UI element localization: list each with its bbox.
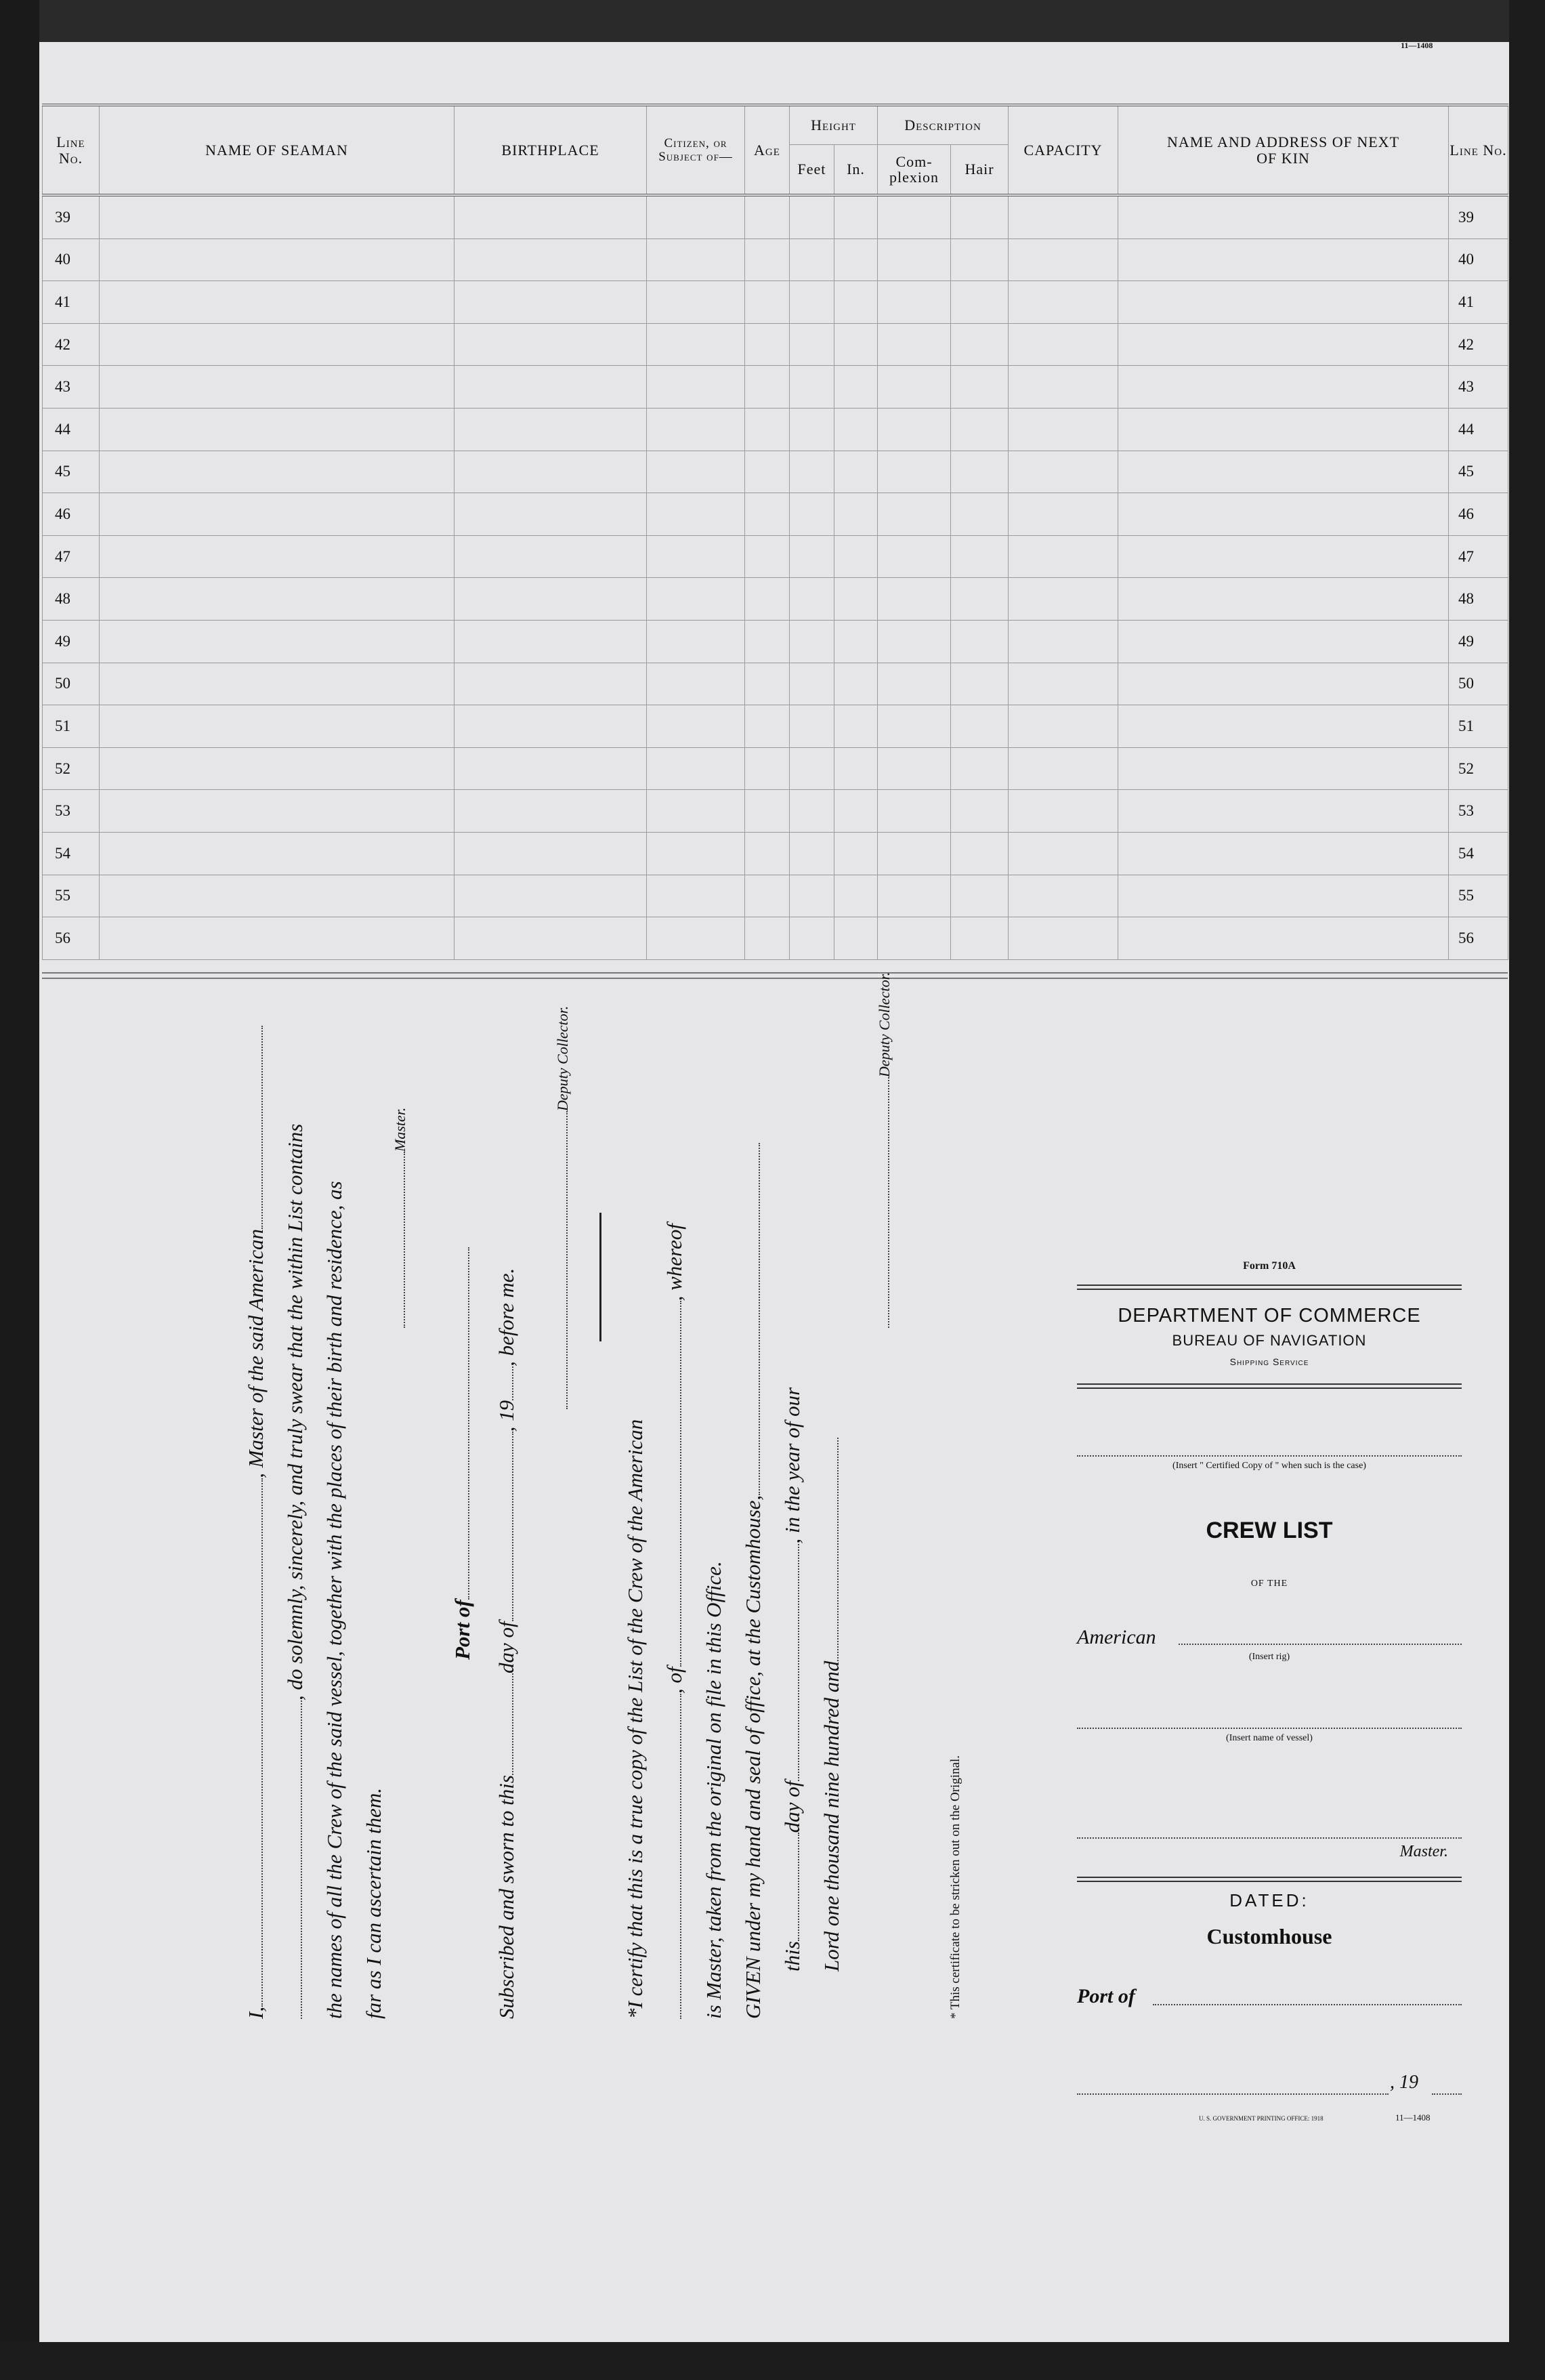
line-number: 49 (43, 620, 100, 663)
complexion-cell[interactable] (878, 281, 951, 324)
lord-line: Lord one thousand nine hundred and (820, 1438, 844, 2019)
next-of-kin-cell[interactable] (1118, 408, 1449, 451)
inches-cell[interactable] (834, 620, 878, 663)
complexion-cell[interactable] (878, 620, 951, 663)
vessel-blank-2[interactable] (301, 1700, 302, 2019)
line-number: 56 (43, 917, 100, 960)
line-number: 40 (43, 238, 100, 281)
feet-cell[interactable] (790, 578, 834, 621)
hair-cell[interactable] (951, 281, 1009, 324)
next-of-kin-cell[interactable] (1118, 281, 1449, 324)
name-cell[interactable] (100, 578, 454, 621)
cover-year-label: , 19 (1390, 2072, 1418, 2093)
age-cell[interactable] (745, 281, 790, 324)
birthplace-cell[interactable] (454, 535, 647, 578)
feet-cell[interactable] (790, 620, 834, 663)
col-citizen: Citizen, or Subject of— (647, 105, 745, 195)
next-of-kin-cell[interactable] (1118, 875, 1449, 917)
line-number: 48 (43, 578, 100, 621)
next-of-kin-cell[interactable] (1118, 493, 1449, 536)
age-cell[interactable] (745, 620, 790, 663)
hair-cell[interactable] (951, 663, 1009, 705)
next-of-kin-cell[interactable] (1118, 323, 1449, 366)
hair-cell[interactable] (951, 620, 1009, 663)
inches-cell[interactable] (834, 238, 878, 281)
next-of-kin-cell[interactable] (1118, 705, 1449, 748)
given-year-blank[interactable] (837, 1438, 839, 1661)
oath-line-3: the names of all the Crew of the said vessel, together with the places of their birth and residence, as (322, 1181, 346, 2019)
given-month-blank[interactable] (798, 1544, 799, 1781)
feet-cell[interactable] (790, 535, 834, 578)
american-label: American (1077, 1626, 1156, 1648)
table-row (43, 281, 1508, 324)
capacity-cell[interactable] (1009, 195, 1118, 238)
line-number-right: 42 (1449, 323, 1508, 366)
col-description: Description (878, 105, 1009, 145)
line-number: 44 (43, 408, 100, 451)
inches-cell[interactable] (834, 705, 878, 748)
department-title: DEPARTMENT OF COMMERCE (1118, 1305, 1421, 1327)
cover-rule-top (1077, 1285, 1462, 1290)
name-cell[interactable] (100, 238, 454, 281)
line-number: 47 (43, 535, 100, 578)
capacity-cell[interactable] (1009, 578, 1118, 621)
table-row (43, 705, 1508, 748)
form-id-top: 11—1408 (1401, 41, 1433, 50)
birthplace-cell[interactable] (454, 366, 647, 409)
birthplace-cell[interactable] (454, 620, 647, 663)
citizen-cell[interactable] (647, 535, 745, 578)
section-divider (599, 1213, 601, 1341)
birthplace-cell[interactable] (454, 747, 647, 790)
capacity-cell[interactable] (1009, 790, 1118, 833)
name-cell[interactable] (100, 366, 454, 409)
customhouse-blank[interactable] (759, 1143, 760, 1495)
line-number: 46 (43, 493, 100, 536)
table-row (43, 195, 1508, 238)
line-number-right: 41 (1449, 281, 1508, 324)
complexion-cell[interactable] (878, 408, 951, 451)
inches-cell[interactable] (834, 535, 878, 578)
inches-cell[interactable] (834, 578, 878, 621)
next-of-kin-cell[interactable] (1118, 917, 1449, 960)
cover-rule-3 (1077, 1877, 1462, 1882)
inches-cell[interactable] (834, 663, 878, 705)
line-number: 53 (43, 790, 100, 833)
line-number: 39 (43, 195, 100, 238)
inches-cell[interactable] (834, 493, 878, 536)
form-number: Form 710A (1243, 1260, 1296, 1272)
feet-cell[interactable] (790, 747, 834, 790)
line-number-right: 47 (1449, 535, 1508, 578)
rig-blank[interactable] (1179, 1644, 1462, 1645)
birthplace-cell[interactable] (454, 238, 647, 281)
name-cell[interactable] (100, 620, 454, 663)
line-number: 42 (43, 323, 100, 366)
scan-edge-right (1509, 0, 1545, 2380)
table-row (43, 578, 1508, 621)
col-age: Age (745, 105, 790, 195)
table-row (43, 493, 1508, 536)
master-name-blank[interactable] (261, 1478, 263, 2007)
line-number: 43 (43, 366, 100, 409)
sworn-month-blank[interactable] (512, 1432, 513, 1621)
line-number-right: 54 (1449, 832, 1508, 875)
crew-table-body (43, 195, 1508, 959)
name-cell[interactable] (100, 408, 454, 451)
col-inches: In. (834, 145, 878, 196)
insert-certified-note: (Insert " Certified Copy of " when such is the case) (1172, 1461, 1366, 1471)
inches-cell[interactable] (834, 451, 878, 493)
name-cell[interactable] (100, 535, 454, 578)
citizen-cell[interactable] (647, 366, 745, 409)
complexion-cell[interactable] (878, 238, 951, 281)
citizen-cell[interactable] (647, 790, 745, 833)
birthplace-cell[interactable] (454, 195, 647, 238)
table-row (43, 408, 1508, 451)
line-number-right: 52 (1449, 747, 1508, 790)
capacity-cell[interactable] (1009, 451, 1118, 493)
feet-cell[interactable] (790, 790, 834, 833)
hair-cell[interactable] (951, 747, 1009, 790)
inches-cell[interactable] (834, 281, 878, 324)
capacity-cell[interactable] (1009, 747, 1118, 790)
feet-cell[interactable] (790, 323, 834, 366)
complexion-cell[interactable] (878, 790, 951, 833)
complexion-cell[interactable] (878, 451, 951, 493)
vessel-name-blank[interactable] (261, 1026, 263, 1229)
capacity-cell[interactable] (1009, 535, 1118, 578)
inches-cell[interactable] (834, 366, 878, 409)
crew-list-cover (1077, 1260, 1462, 2134)
line-number-right: 44 (1449, 408, 1508, 451)
crew-list-title: CREW LIST (1206, 1518, 1333, 1543)
crew-table-header (43, 105, 1508, 195)
capacity-cell[interactable] (1009, 323, 1118, 366)
printer-imprint: U. S. GOVERNMENT PRINTING OFFICE: 1918 (1199, 2115, 1324, 2122)
feet-cell[interactable] (790, 366, 834, 409)
name-cell[interactable] (100, 705, 454, 748)
hair-cell[interactable] (951, 238, 1009, 281)
inches-cell[interactable] (834, 195, 878, 238)
complexion-cell[interactable] (878, 747, 951, 790)
oath-line-1: I,, Master of the said American (244, 1026, 268, 2019)
next-of-kin-cell[interactable] (1118, 790, 1449, 833)
citizen-cell[interactable] (647, 747, 745, 790)
capacity-cell[interactable] (1009, 366, 1118, 409)
feet-cell[interactable] (790, 663, 834, 705)
col-name-of-seaman: NAME OF SEAMAN (100, 105, 454, 195)
capacity-cell[interactable] (1009, 663, 1118, 705)
citizen-cell[interactable] (647, 323, 745, 366)
next-of-kin-cell[interactable] (1118, 578, 1449, 621)
bureau-title: BUREAU OF NAVIGATION (1172, 1332, 1367, 1349)
line-number-right: 50 (1449, 663, 1508, 705)
next-of-kin-cell[interactable] (1118, 620, 1449, 663)
inches-cell[interactable] (834, 790, 878, 833)
hair-cell[interactable] (951, 408, 1009, 451)
hair-cell[interactable] (951, 790, 1009, 833)
certify-port-blank[interactable] (680, 1301, 681, 1667)
citizen-cell[interactable] (647, 705, 745, 748)
line-number: 51 (43, 705, 100, 748)
line-number-right: 48 (1449, 578, 1508, 621)
birthplace-cell[interactable] (454, 493, 647, 536)
feet-cell[interactable] (790, 451, 834, 493)
next-of-kin-cell[interactable] (1118, 832, 1449, 875)
birthplace-cell[interactable] (454, 705, 647, 748)
certify-line: *I certify that this is a true copy of the List of the Crew of the American (623, 1419, 647, 2019)
age-cell[interactable] (745, 408, 790, 451)
cover-rule-2 (1077, 1383, 1462, 1389)
next-of-kin-cell[interactable] (1118, 535, 1449, 578)
hair-cell[interactable] (951, 366, 1009, 409)
line-number-right: 53 (1449, 790, 1508, 833)
master-signature: Master. (386, 1108, 410, 1328)
col-complexion: Com- plexion (878, 145, 951, 196)
hair-cell[interactable] (951, 323, 1009, 366)
is-master-line: is Master, taken from the original on file in this Office. (702, 1561, 725, 2019)
insert-vessel-note: (Insert name of vessel) (1226, 1733, 1313, 1743)
table-row (43, 790, 1508, 833)
certify-vessel-blank[interactable] (680, 1694, 681, 2019)
col-capacity: CAPACITY (1009, 105, 1118, 195)
col-line-no-right: Line No. (1449, 105, 1508, 195)
age-cell[interactable] (745, 705, 790, 748)
col-hair: Hair (951, 145, 1009, 196)
inches-cell[interactable] (834, 323, 878, 366)
age-cell[interactable] (745, 493, 790, 536)
name-cell[interactable] (100, 281, 454, 324)
capacity-cell[interactable] (1009, 408, 1118, 451)
line-number: 41 (43, 281, 100, 324)
table-row (43, 451, 1508, 493)
hair-cell[interactable] (951, 195, 1009, 238)
oath-line-4: far as I can ascertain them. (362, 1788, 385, 2019)
feet-cell[interactable] (790, 493, 834, 536)
certificate-footnote: * This certificate to be stricken out on the Original. (948, 1755, 962, 2019)
birthplace-cell[interactable] (454, 323, 647, 366)
capacity-cell[interactable] (1009, 281, 1118, 324)
line-number: 52 (43, 747, 100, 790)
table-row (43, 535, 1508, 578)
name-cell[interactable] (100, 747, 454, 790)
line-number-right: 45 (1449, 451, 1508, 493)
customhouse-label: Customhouse (1206, 1924, 1332, 1948)
line-number-right: 39 (1449, 195, 1508, 238)
age-cell[interactable] (745, 451, 790, 493)
age-cell[interactable] (745, 578, 790, 621)
deputy-collector-1: Deputy Collector. (549, 1006, 573, 1409)
citizen-cell[interactable] (647, 493, 745, 536)
age-cell[interactable] (745, 366, 790, 409)
citizen-cell[interactable] (647, 238, 745, 281)
next-of-kin-cell[interactable] (1118, 366, 1449, 409)
birthplace-cell[interactable] (454, 408, 647, 451)
table-row (43, 238, 1508, 281)
port-of-1: Port of (450, 1247, 475, 1660)
citizen-cell[interactable] (647, 620, 745, 663)
birthplace-cell[interactable] (454, 663, 647, 705)
citizen-cell[interactable] (647, 451, 745, 493)
hair-cell[interactable] (951, 451, 1009, 493)
line-number-right: 49 (1449, 620, 1508, 663)
name-cell[interactable] (100, 451, 454, 493)
feet-cell[interactable] (790, 238, 834, 281)
cover-port-blank[interactable] (1153, 2004, 1462, 2005)
of-whereof-line: , of, whereof (662, 1224, 687, 2019)
deputy-signature-blank-1[interactable] (566, 1111, 568, 1409)
master-name-line[interactable] (1077, 1837, 1462, 1839)
complexion-cell[interactable] (878, 366, 951, 409)
hair-cell[interactable] (951, 705, 1009, 748)
line-number-right: 56 (1449, 917, 1508, 960)
of-the-label: OF THE (1250, 1579, 1288, 1589)
master-signature-blank[interactable] (404, 1152, 405, 1328)
feet-cell[interactable] (790, 195, 834, 238)
birthplace-cell[interactable] (454, 451, 647, 493)
hair-cell[interactable] (951, 493, 1009, 536)
inches-cell[interactable] (834, 408, 878, 451)
col-birthplace: BIRTHPLACE (454, 105, 647, 195)
oath-block (244, 867, 1124, 2019)
next-of-kin-cell[interactable] (1118, 663, 1449, 705)
citizen-cell[interactable] (647, 281, 745, 324)
col-height: Height (790, 105, 878, 145)
complexion-cell[interactable] (878, 578, 951, 621)
complexion-cell[interactable] (878, 705, 951, 748)
subscribed-line: Subscribed and sworn to thisday of, 19, before me. (494, 1268, 518, 2019)
line-number-right: 51 (1449, 705, 1508, 748)
table-row (43, 620, 1508, 663)
scan-edge-left (0, 0, 39, 2380)
this-day-line: thisday of, in the year of our (780, 1387, 804, 1971)
line-number-right: 40 (1449, 238, 1508, 281)
vessel-name-line[interactable] (1077, 1728, 1462, 1729)
deputy-signature-blank-2[interactable] (888, 1077, 889, 1328)
name-cell[interactable] (100, 663, 454, 705)
given-line: GIVEN under my hand and seal of office, at the Customhouse, (741, 1143, 765, 2019)
table-row (43, 366, 1508, 409)
hair-cell[interactable] (951, 578, 1009, 621)
birthplace-cell[interactable] (454, 790, 647, 833)
hair-cell[interactable] (951, 535, 1009, 578)
cover-port-of: Port of (1077, 1985, 1135, 2007)
dated-label: DATED: (1229, 1890, 1309, 1911)
capacity-cell[interactable] (1009, 493, 1118, 536)
next-of-kin-cell[interactable] (1118, 195, 1449, 238)
citizen-cell[interactable] (647, 663, 745, 705)
birthplace-cell[interactable] (454, 578, 647, 621)
name-cell[interactable] (100, 790, 454, 833)
deputy-collector-2: Deputy Collector. (870, 972, 895, 1328)
age-cell[interactable] (745, 535, 790, 578)
port-blank-1[interactable] (468, 1247, 469, 1600)
name-cell[interactable] (100, 493, 454, 536)
table-row (43, 323, 1508, 366)
capacity-cell[interactable] (1009, 238, 1118, 281)
complexion-cell[interactable] (878, 323, 951, 366)
scan-edge-bottom (0, 2342, 1545, 2380)
table-row (43, 663, 1508, 705)
sworn-day-blank[interactable] (512, 1673, 513, 1775)
cover-year-blank[interactable] (1432, 2093, 1462, 2095)
col-next-of-kin: NAME AND ADDRESS OF NEXT OF KIN (1118, 105, 1449, 195)
capacity-cell[interactable] (1009, 705, 1118, 748)
name-cell[interactable] (100, 195, 454, 238)
complexion-cell[interactable] (878, 493, 951, 536)
next-of-kin-cell[interactable] (1118, 451, 1449, 493)
table-row (43, 747, 1508, 790)
line-number-right: 43 (1449, 366, 1508, 409)
feet-cell[interactable] (790, 408, 834, 451)
age-cell[interactable] (745, 747, 790, 790)
given-day-blank[interactable] (798, 1833, 799, 1941)
complexion-cell[interactable] (878, 195, 951, 238)
next-of-kin-cell[interactable] (1118, 747, 1449, 790)
birthplace-cell[interactable] (454, 281, 647, 324)
inches-cell[interactable] (834, 747, 878, 790)
age-cell[interactable] (745, 663, 790, 705)
insert-rig-note: (Insert rig) (1248, 1652, 1290, 1662)
feet-cell[interactable] (790, 705, 834, 748)
citizen-cell[interactable] (647, 195, 745, 238)
line-number: 54 (43, 832, 100, 875)
age-cell[interactable] (745, 323, 790, 366)
capacity-cell[interactable] (1009, 620, 1118, 663)
citizen-cell[interactable] (647, 578, 745, 621)
col-line-no: Line No. (43, 105, 100, 195)
feet-cell[interactable] (790, 281, 834, 324)
line-number: 45 (43, 451, 100, 493)
line-number-right: 46 (1449, 493, 1508, 536)
next-of-kin-cell[interactable] (1118, 238, 1449, 281)
col-feet: Feet (790, 145, 834, 196)
cover-date-blank[interactable] (1077, 2093, 1389, 2095)
line-number: 55 (43, 875, 100, 917)
form-id-bottom: 11—1408 (1395, 2112, 1431, 2123)
oath-line-2: , do solemnly, sincerely, and truly swear that the within List contains (283, 1124, 308, 2019)
age-cell[interactable] (745, 238, 790, 281)
age-cell[interactable] (745, 790, 790, 833)
sworn-year-blank[interactable] (512, 1366, 513, 1400)
service-title: Shipping Service (1229, 1356, 1309, 1367)
line-number-right: 55 (1449, 875, 1508, 917)
certified-copy-blank[interactable] (1077, 1455, 1462, 1457)
crew-table (42, 104, 1508, 960)
complexion-cell[interactable] (878, 663, 951, 705)
citizen-cell[interactable] (647, 408, 745, 451)
cover-master-label: Master. (1399, 1843, 1448, 1860)
complexion-cell[interactable] (878, 535, 951, 578)
name-cell[interactable] (100, 323, 454, 366)
age-cell[interactable] (745, 195, 790, 238)
line-number: 50 (43, 663, 100, 705)
